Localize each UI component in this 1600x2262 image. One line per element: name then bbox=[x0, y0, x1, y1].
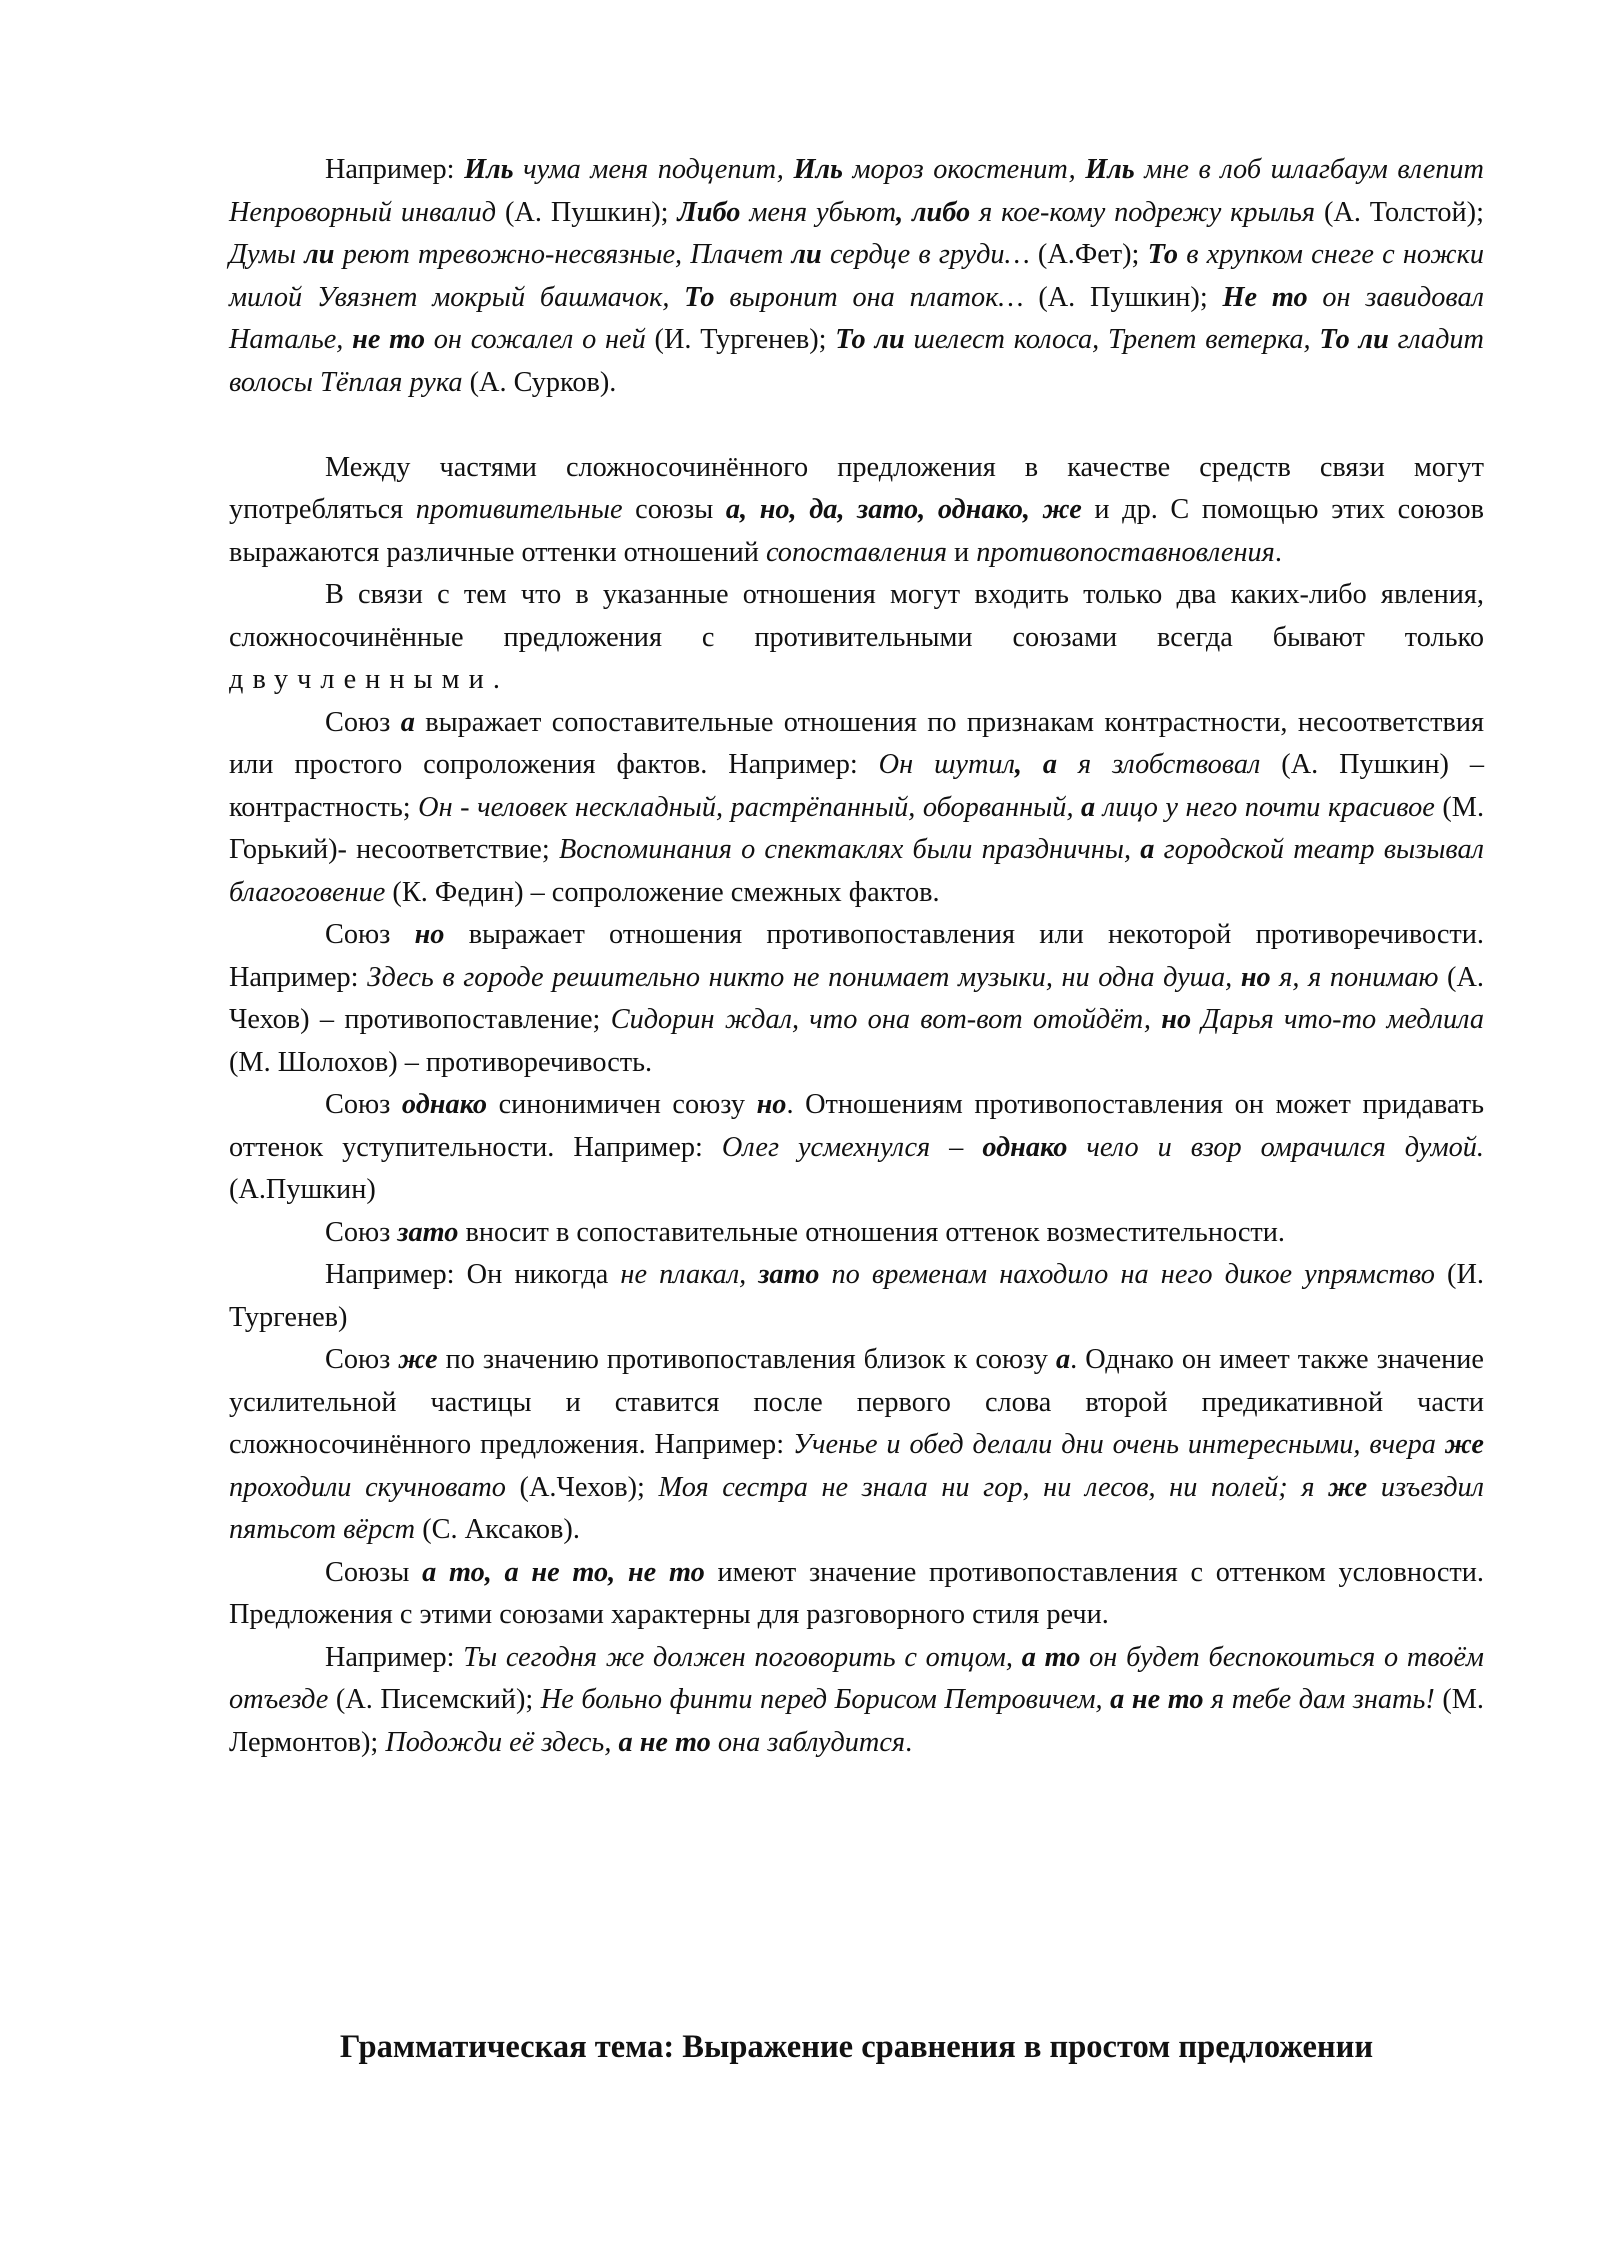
emphasis-bold-italic: но bbox=[756, 1089, 787, 1120]
emphasis-italic: Ученье и обед делали дни очень интересными, вчера bbox=[792, 1429, 1445, 1460]
emphasis-bold-italic: а bbox=[1081, 791, 1096, 823]
emphasis-italic: лицо у него почти красивое bbox=[1095, 791, 1435, 823]
text-run: выражает сопоставительные отношения по признакам контрастности, несоответствия или простого сопроложения фактов. Например: bbox=[229, 706, 1484, 780]
section-heading: Грамматическая тема: Выражение сравнения в простом предложении bbox=[339, 2029, 1374, 2065]
emphasis-italic: городской театр вызывал благоговение bbox=[229, 834, 1484, 908]
emphasis-bold-italic: Иль bbox=[464, 154, 514, 185]
text-run: (С. Аксаков). bbox=[415, 1514, 580, 1545]
emphasis-bold-italic: а то bbox=[1021, 1641, 1081, 1673]
text-run: (М. Шолохов) – противоречивость. bbox=[229, 1046, 653, 1078]
text-run: (А.Пушкин) bbox=[229, 1174, 376, 1205]
emphasis-bold-italic: же bbox=[398, 1344, 438, 1375]
paragraph-conjunction-odnako bbox=[229, 1084, 1484, 1212]
emphasis-bold-italic: а bbox=[1140, 834, 1155, 865]
emphasis-italic: я тебе дам знать! bbox=[1203, 1684, 1435, 1715]
paragraph-conjunction-zhe bbox=[229, 1339, 1484, 1552]
text-run: . Отношениям противопоставления он может придавать оттенок уступительности. Например: bbox=[229, 1089, 1484, 1163]
text-run: Например: bbox=[325, 1641, 464, 1673]
emphasis-bold-italic: а bbox=[400, 706, 415, 738]
text-run: Союз bbox=[325, 1344, 399, 1375]
text-run: (А. Пушкин); bbox=[496, 196, 678, 228]
emphasis-bold-italic: , а bbox=[1014, 749, 1058, 780]
emphasis-bold-italic: , либо bbox=[896, 196, 971, 228]
emphasis-bold-italic: То bbox=[1147, 239, 1179, 270]
text-run: Союз bbox=[325, 1089, 402, 1120]
emphasis-bold-italic: Либо bbox=[677, 196, 741, 228]
emphasis-italic: Сидорин ждал, что она вот-вот отойдёт, bbox=[610, 1004, 1162, 1035]
paragraph-a-to-examples bbox=[229, 1637, 1484, 1765]
emphasis-italic: он завидовал Наталье, bbox=[229, 281, 1484, 355]
emphasis-italic: она заблудится bbox=[710, 1726, 906, 1758]
emphasis-italic: Олег усмехнулся – bbox=[721, 1131, 983, 1163]
emphasis-italic: не плакал, bbox=[620, 1259, 759, 1290]
emphasis-italic: шелест колоса, Трепет ветерка, bbox=[904, 324, 1320, 355]
emphasis-italic: в хрупком снеге с ножки милой Увязнет мокрый башмачок, bbox=[229, 239, 1485, 313]
emphasis-italic: выронит она платок… bbox=[714, 281, 1024, 313]
emphasis-italic: Он - человек нескладный, растрёпанный, оборванный, bbox=[418, 791, 1082, 823]
emphasis-bold-italic: Иль bbox=[793, 154, 843, 185]
emphasis-italic: я кое-кому подрежу крылья bbox=[970, 196, 1316, 228]
text-run: Союз bbox=[325, 706, 401, 738]
emphasis-bold-italic: но bbox=[414, 919, 445, 950]
emphasis-bold-italic: однако bbox=[401, 1089, 488, 1120]
emphasis-italic: Подожди её здесь, bbox=[385, 1726, 619, 1758]
paragraph-conjunction-a bbox=[229, 702, 1484, 915]
emphasis-italic: сопоставления bbox=[765, 536, 947, 568]
emphasis-bold-italic: То ли bbox=[835, 324, 905, 355]
emphasis-italic: он сожалел о ней bbox=[424, 324, 646, 355]
text-run: и др. С помощью этих союзов выражаются различные оттенки отношений bbox=[229, 494, 1485, 568]
emphasis-italic: Здесь в городе решительно никто не понимает музыки, ни одна душа, bbox=[367, 961, 1241, 993]
emphasis-italic: гладит волосы Тёплая рука bbox=[229, 324, 1484, 398]
paragraph-examples-repeating-conjunctions bbox=[229, 149, 1484, 404]
text-run: В связи с тем что в указанные отношения могут входить только два каких-либо явления, сложносочинённые предложения с противительными союзами всегда бывают только bbox=[229, 579, 1484, 653]
text-run: (А.Фет); bbox=[1029, 239, 1148, 270]
text-run: . bbox=[905, 1726, 913, 1758]
emphasis-italic: сердце в груди… bbox=[821, 239, 1030, 270]
emphasis-bold-italic: То ли bbox=[1319, 324, 1389, 355]
text-run: (И. Тургенев); bbox=[645, 324, 836, 355]
emphasis-italic: я, я понимаю bbox=[1270, 961, 1439, 993]
text-run: синонимичен союзу bbox=[487, 1089, 757, 1120]
paragraph-two-member-sentences bbox=[229, 574, 1484, 702]
text-run: (А. Писемский); bbox=[328, 1684, 541, 1715]
paragraph-conjunctions-a-to bbox=[229, 1552, 1484, 1637]
paragraph-conjunction-zato bbox=[229, 1212, 1484, 1255]
text-run: (М. Лермонтов); bbox=[229, 1684, 1485, 1758]
text-run: (А.Чехов); bbox=[505, 1471, 659, 1503]
text-run: по значению противопоставления близок к союзу bbox=[437, 1344, 1056, 1375]
text-run: Например: bbox=[325, 154, 465, 185]
text-run: вносит в сопоставительные отношения оттенок возместительности. bbox=[458, 1216, 1285, 1248]
text-run: (А. Чехов) – противопоставление; bbox=[229, 961, 1484, 1035]
emphasis-italic: меня убьют bbox=[740, 196, 897, 228]
text-run: Союз bbox=[325, 919, 415, 950]
text-run: (А. Пушкин) – контрастность; bbox=[229, 749, 1485, 823]
text-run: имеют значение противопоставления с оттенком условности. Предложения с этими союзами характерны для разговорного стиля речи. bbox=[229, 1556, 1484, 1630]
emphasis-italic: проходили скучновато bbox=[229, 1471, 506, 1503]
emphasis-bold-italic: же bbox=[1444, 1429, 1484, 1460]
text-run: (А. Пушкин); bbox=[1023, 281, 1223, 313]
emphasis-italic: мороз окостенит, bbox=[842, 154, 1086, 185]
emphasis-italic: по временам находило на него дикое упрямство bbox=[819, 1259, 1435, 1290]
text-run: выражает отношения противопоставления или некоторой противоречивости. Например: bbox=[229, 919, 1485, 993]
emphasis-bold-italic: Иль bbox=[1085, 154, 1135, 185]
text-run: (А. Толстой); bbox=[1315, 196, 1484, 228]
text-run: (А. Сурков). bbox=[462, 366, 617, 398]
text-run: . bbox=[1274, 536, 1282, 568]
emphasis-bold-italic: Не то bbox=[1222, 281, 1308, 313]
emphasis-italic: он будет беспокоиться о твоём отъезде bbox=[229, 1641, 1484, 1715]
spaced-text: двучленными bbox=[229, 664, 493, 695]
emphasis-bold-italic: а не то bbox=[1110, 1684, 1204, 1715]
emphasis-italic: чело и взор омрачился думой. bbox=[1067, 1131, 1485, 1163]
emphasis-bold-italic: не то bbox=[352, 324, 425, 355]
emphasis-italic: Не больно финти перед Борисом Петровичем, bbox=[540, 1684, 1111, 1715]
text-run: и bbox=[946, 536, 977, 568]
emphasis-bold-italic: а не то bbox=[618, 1726, 711, 1758]
emphasis-bold-italic: а bbox=[1055, 1344, 1071, 1375]
text-run: Союз bbox=[325, 1216, 398, 1248]
emphasis-bold-italic: ли bbox=[304, 239, 335, 270]
text-run: (М. Горький)- несоответствие; bbox=[229, 791, 1485, 865]
text-run: Союзы bbox=[325, 1556, 423, 1588]
emphasis-bold-italic: же bbox=[1328, 1471, 1368, 1503]
emphasis-italic: противительные bbox=[415, 494, 623, 525]
text-run: . bbox=[492, 664, 500, 695]
paragraph-gap bbox=[229, 404, 1484, 447]
emphasis-bold-italic: однако bbox=[982, 1131, 1068, 1163]
emphasis-bold-italic: но bbox=[1161, 1004, 1192, 1035]
emphasis-bold-italic: но bbox=[1240, 961, 1271, 993]
emphasis-italic: Моя сестра не знала ни гор, ни лесов, ни полей; я bbox=[658, 1471, 1329, 1503]
emphasis-italic: Он шутил bbox=[878, 749, 1015, 780]
text-run: (К. Федин) – сопроложение смежных фактов. bbox=[385, 876, 940, 908]
emphasis-italic: Воспоминания о спектаклях были праздничны, bbox=[558, 834, 1141, 865]
paragraph-zato-example bbox=[229, 1254, 1484, 1339]
document-body bbox=[229, 149, 1484, 1764]
paragraph-adversative-conjunctions bbox=[229, 447, 1484, 575]
paragraph-conjunction-no bbox=[229, 914, 1484, 1084]
emphasis-italic: мне в лоб шлагбаум влепит Непроворный инвалид bbox=[229, 154, 1484, 228]
text-run: Между частями сложносочинённого предложения в качестве средств связи могут употребляться bbox=[229, 451, 1484, 525]
text-run: . Однако он имеет также значение усилительной частицы и ставится после первого слова второй предикативной части сложносочинённого предложения. Например: bbox=[229, 1344, 1484, 1460]
emphasis-bold-italic: ли bbox=[791, 239, 822, 270]
text-run: (И. Тургенев) bbox=[229, 1259, 1484, 1333]
emphasis-bold-italic: зато bbox=[397, 1216, 459, 1248]
text-run: союзы bbox=[622, 494, 726, 525]
emphasis-bold-italic: а то, а не то, не то bbox=[422, 1556, 705, 1588]
emphasis-italic: Ты сегодня же должен поговорить с отцом, bbox=[463, 1641, 1022, 1673]
emphasis-italic: я злобствовал bbox=[1057, 749, 1261, 780]
emphasis-bold-italic: То bbox=[684, 281, 715, 313]
emphasis-italic: Думы bbox=[229, 239, 305, 270]
text-run: Например: Он никогда bbox=[325, 1259, 621, 1290]
emphasis-bold-italic: зато bbox=[758, 1259, 820, 1290]
emphasis-italic: Дарья что-то медлила bbox=[1191, 1004, 1484, 1035]
emphasis-italic: изъездил пятьсот вёрст bbox=[229, 1471, 1484, 1545]
emphasis-italic: противопоставновления bbox=[976, 536, 1275, 568]
emphasis-italic: реют тревожно-несвязные, Плачет bbox=[334, 239, 792, 270]
emphasis-bold-italic: а, но, да, зато, однако, же bbox=[725, 494, 1082, 525]
emphasis-italic: чума меня подцепит, bbox=[513, 154, 794, 185]
